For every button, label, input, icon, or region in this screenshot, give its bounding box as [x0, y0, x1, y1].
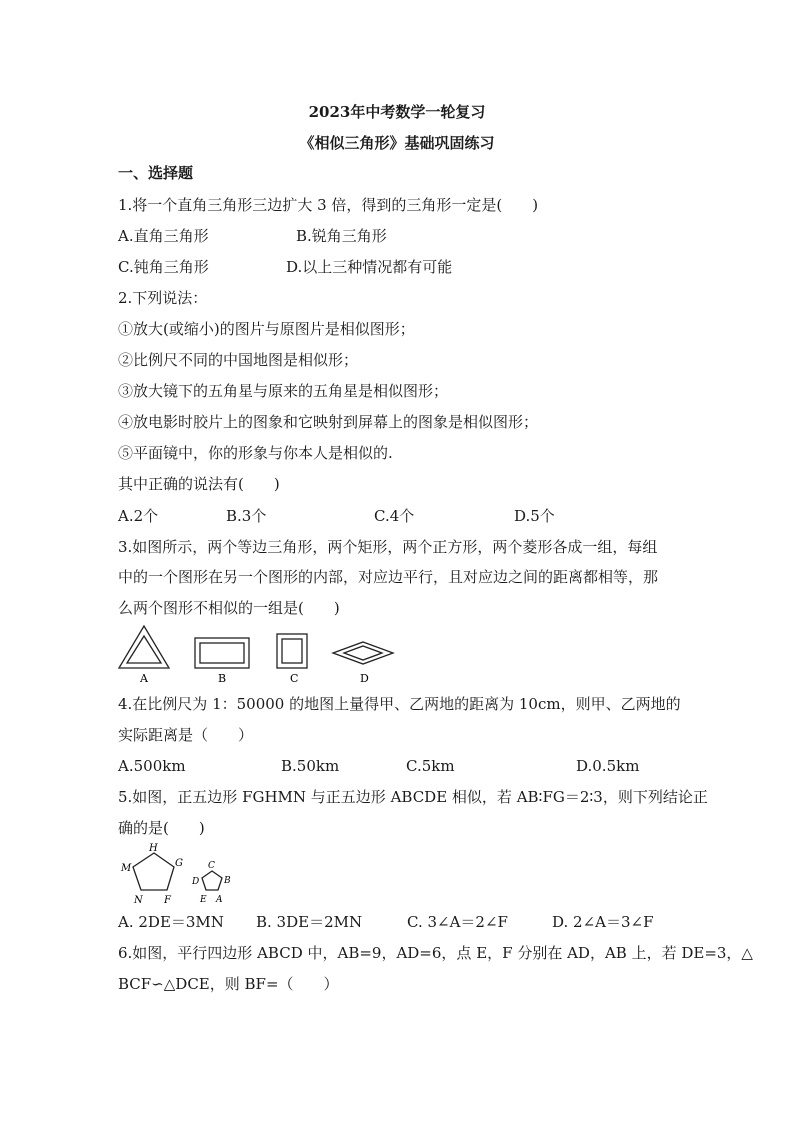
vertex-label-b: B [224, 876, 231, 886]
q4-option-a: A.500km [118, 757, 186, 775]
q1-option-b: B.锐角三角形 [296, 227, 387, 245]
q5-line-2: 确的是( ) [118, 819, 205, 837]
vertex-label-d: D [192, 877, 200, 887]
nested-rhombi-figure [333, 642, 393, 664]
vertex-label-h: H [149, 843, 158, 854]
q2-question: 其中正确的说法有( ) [118, 475, 280, 493]
q6-line-1: 6.如图，平行四边形 ABCD 中，AB=9，AD=6，点 E，F 分别在 AD，AB 上，若 DE=3，△ [118, 944, 753, 962]
q6-line-2: BCF∽△DCE，则 BF=（ ） [118, 975, 339, 993]
q2-option-d: D.5个 [514, 507, 555, 525]
vertex-label-n: N [134, 895, 143, 906]
q5-option-b: B. 3DE＝2MN [256, 913, 363, 931]
q2-option-c: C.4个 [374, 507, 415, 525]
fig-label-d: D [360, 672, 369, 685]
q4-option-d: D.0.5km [576, 757, 640, 775]
vertex-label-m: M [121, 863, 132, 874]
q1-stem: 1.将一个直角三角形三边扩大 3 倍，得到的三角形一定是( ) [118, 196, 539, 214]
q5-option-c: C. 3∠A＝2∠F [407, 913, 508, 931]
vertex-label-a: A [216, 895, 223, 905]
q2-statement-4: ④放电影时胶片上的图象和它映射到屏幕上的图象是相似图形； [118, 413, 539, 431]
q2-stem: 2.下列说法： [118, 289, 208, 307]
q2-statement-1: ①放大(或缩小)的图片与原图片是相似图形； [118, 320, 415, 338]
q5-line-1: 5.如图，正五边形 FGHMN 与正五边形 ABCDE 相似，若 AB∶FG＝2∶3，则下列结论正 [118, 788, 708, 806]
q2-statement-2: ②比例尺不同的中国地图是相似形； [118, 351, 359, 369]
q1-option-d: D.以上三种情况都有可能 [286, 258, 453, 276]
nested-triangles-figure [119, 626, 169, 668]
pentagon-fghmn [133, 853, 174, 890]
nested-squares-figure [277, 634, 307, 668]
q1-option-c: C.钝角三角形 [118, 258, 209, 276]
q2-option-a: A.2个 [118, 507, 159, 525]
title-line-1: 2023年中考数学一轮复习 [308, 103, 486, 121]
q2-option-b: B.3个 [226, 507, 267, 525]
q4-line-2: 实际距离是（ ） [118, 726, 254, 744]
fig-label-a: A [140, 672, 148, 685]
q3-line-2: 中的一个图形在另一个图形的内部，对应边平行，且对应边之间的距离都相等，那 [118, 568, 659, 586]
q3-figure [110, 622, 410, 688]
q5-option-a: A. 2DE＝3MN [118, 913, 224, 931]
vertex-label-e: E [200, 895, 207, 905]
q4-option-b: B.50km [281, 757, 340, 775]
q4-line-1: 4.在比例尺为 1：50000 的地图上量得甲、乙两地的距离为 10cm，则甲、乙两地的 [118, 695, 681, 713]
pentagon-abcde [202, 871, 222, 890]
vertex-label-f: F [164, 895, 171, 906]
q3-line-3: 么两个图形不相似的一组是( ) [118, 599, 340, 617]
q2-statement-5: ⑤平面镜中，你的形象与你本人是相似的. [118, 444, 393, 462]
q1-option-a: A.直角三角形 [118, 227, 209, 245]
fig-label-c: C [290, 672, 299, 685]
q5-figure [112, 842, 252, 908]
section-heading: 一、选择题 [118, 164, 194, 182]
vertex-label-c: C [208, 861, 215, 871]
vertex-label-g: G [175, 858, 183, 869]
q4-option-c: C.5km [406, 757, 455, 775]
q2-statement-3: ③放大镜下的五角星与原来的五角星是相似图形； [118, 382, 449, 400]
title-line-2: 《相似三角形》基础巩固练习 [299, 134, 495, 152]
fig-label-b: B [218, 672, 227, 685]
q3-line-1: 3.如图所示，两个等边三角形，两个矩形，两个正方形，两个菱形各成一组，每组 [118, 538, 658, 556]
q5-option-d: D. 2∠A＝3∠F [552, 913, 654, 931]
nested-rectangles-figure [195, 638, 249, 668]
